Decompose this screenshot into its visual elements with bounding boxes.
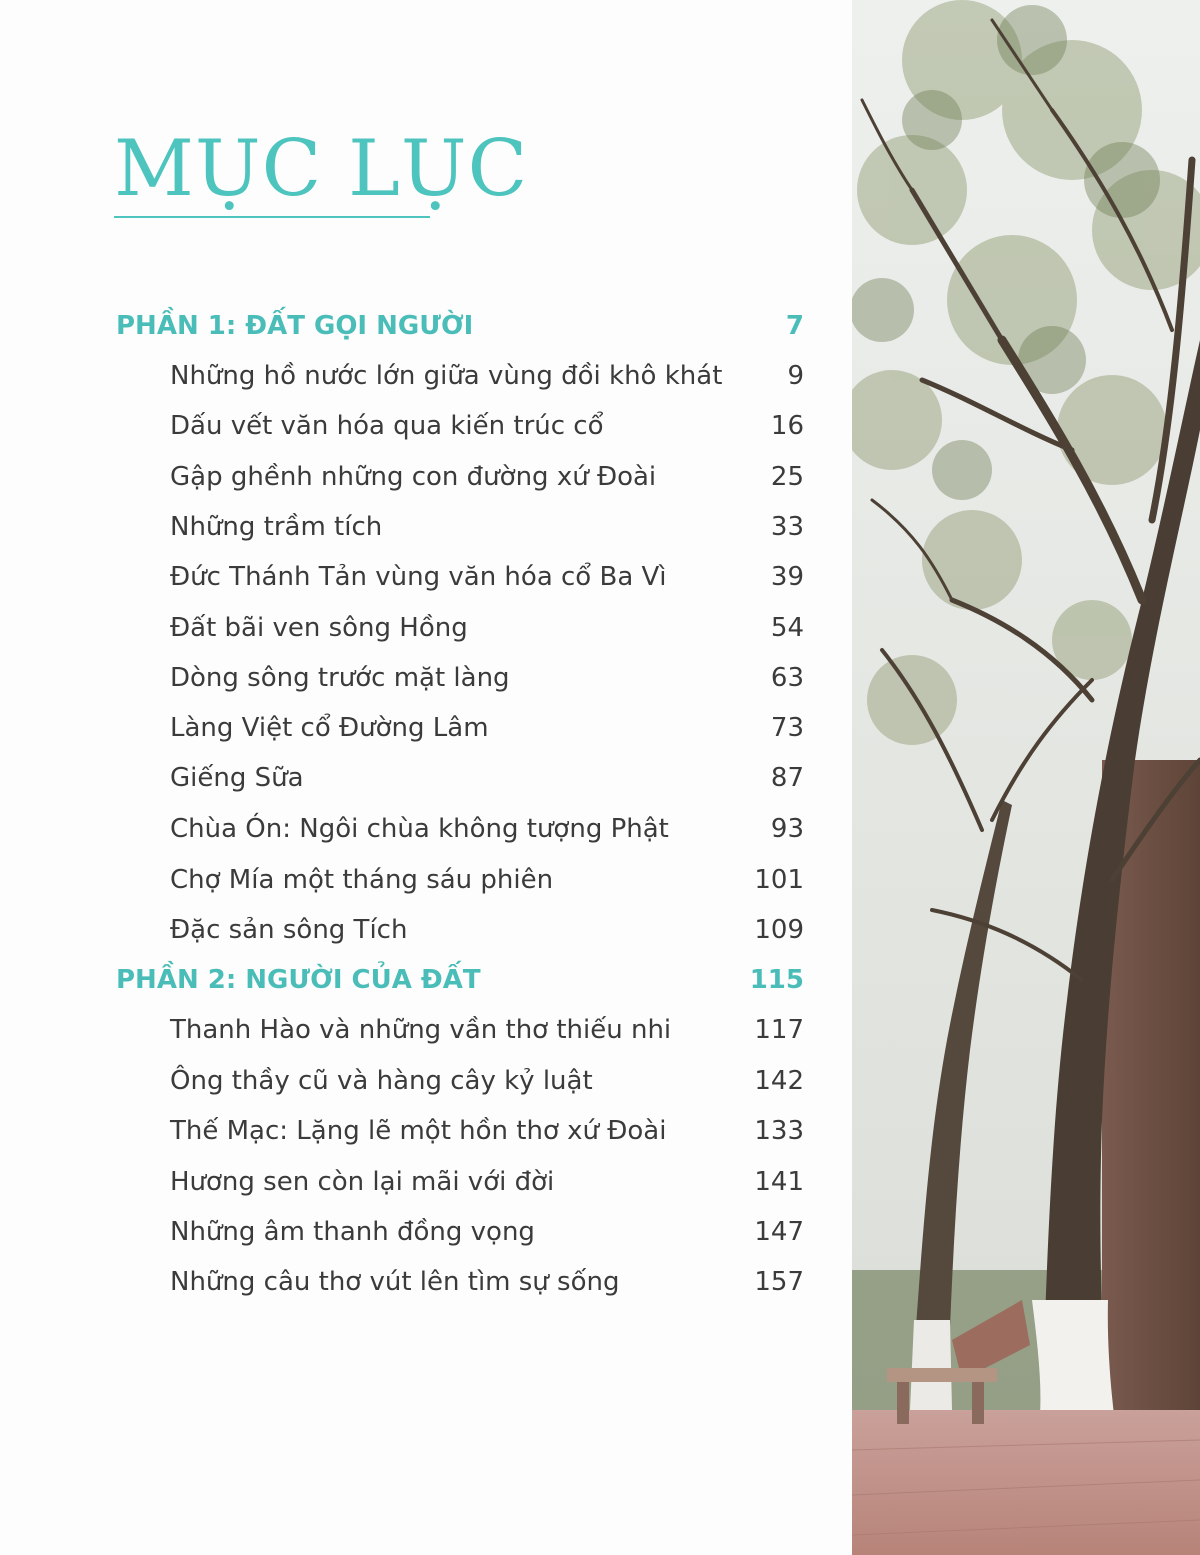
toc-entry[interactable]: [170, 406, 804, 446]
toc-entry[interactable]: [170, 1061, 804, 1101]
toc-entry-page: 117: [754, 1015, 804, 1045]
toc-entry-page: 133: [754, 1116, 804, 1146]
toc-entry-title: Những câu thơ vút lên tìm sự sống: [170, 1267, 620, 1297]
toc-entry-title: Đất bãi ven sông Hồng: [170, 613, 468, 643]
toc-entry[interactable]: [170, 860, 804, 900]
toc-entry-page: 109: [754, 915, 804, 945]
whitewashed-trunk-base-2: [910, 1320, 952, 1410]
toc-entry[interactable]: [170, 557, 804, 597]
toc-entry-page: 141: [754, 1167, 804, 1197]
toc-entry[interactable]: [170, 910, 804, 950]
toc-part-title: PHẦN 2: NGƯỜI CỦA ĐẤT: [116, 965, 481, 995]
title-underline: [114, 216, 430, 218]
toc-entry-title: Những âm thanh đồng vọng: [170, 1217, 535, 1247]
toc-entry-page: 54: [770, 613, 804, 643]
toc-entry-title: Dòng sông trước mặt làng: [170, 663, 510, 693]
toc-entry-title: Làng Việt cổ Đường Lâm: [170, 713, 489, 743]
toc-entry[interactable]: [170, 708, 804, 748]
toc-entry-page: 147: [754, 1217, 804, 1247]
toc-entry[interactable]: [170, 457, 804, 497]
toc-entry-page: 33: [770, 512, 804, 542]
toc-entry-page: 39: [770, 562, 804, 592]
toc-entry-page: 87: [770, 763, 804, 793]
toc-entry-page: 9: [787, 361, 804, 391]
toc-entry[interactable]: [170, 1111, 804, 1151]
toc-entry[interactable]: [170, 758, 804, 798]
toc-entry[interactable]: [170, 658, 804, 698]
toc-entry-page: 157: [754, 1267, 804, 1297]
toc-entry-page: 16: [770, 411, 804, 441]
toc-entry[interactable]: [170, 1262, 804, 1302]
toc-entry-page: 63: [770, 663, 804, 693]
toc-entry-title: Chợ Mía một tháng sáu phiên: [170, 865, 554, 895]
toc-entry-page: 93: [770, 814, 804, 844]
toc-entry[interactable]: [170, 608, 804, 648]
toc-entry[interactable]: [170, 809, 804, 849]
toc-entry-page: 25: [770, 462, 804, 492]
toc-entry-page: 101: [754, 865, 804, 895]
toc-part-1[interactable]: [116, 306, 804, 346]
toc-entry-title: Những trầm tích: [170, 512, 383, 542]
toc-entry[interactable]: [170, 1162, 804, 1202]
toc-part-page: 7: [785, 311, 804, 341]
tree-photo: [852, 0, 1200, 1555]
whitewashed-trunk-base: [1032, 1300, 1114, 1415]
toc-entry-page: 73: [770, 713, 804, 743]
toc-entry-title: Thế Mạc: Lặng lẽ một hồn thơ xứ Đoài: [170, 1116, 667, 1146]
toc-entry-title: Giếng Sữa: [170, 763, 304, 793]
page-title: MỤC LỤC: [114, 124, 529, 214]
toc-part-title: PHẦN 1: ĐẤT GỌI NGƯỜI: [116, 311, 474, 341]
toc-part-page: 115: [749, 965, 804, 995]
toc-entry[interactable]: [170, 356, 804, 396]
toc-part-2[interactable]: [116, 960, 804, 1000]
toc-entry[interactable]: [170, 1010, 804, 1050]
toc-entry-page: 142: [754, 1066, 804, 1096]
toc-entry[interactable]: [170, 1212, 804, 1252]
toc-entry-title: Dấu vết văn hóa qua kiến trúc cổ: [170, 411, 604, 441]
toc-entry-title: Gập ghềnh những con đường xứ Đoài: [170, 462, 657, 492]
toc-entry-title: Ông thầy cũ và hàng cây kỷ luật: [170, 1066, 593, 1096]
toc-entry-title: Hương sen còn lại mãi với đời: [170, 1167, 555, 1197]
toc-entry-title: Chùa Ón: Ngôi chùa không tượng Phật: [170, 814, 669, 844]
toc-entry-title: Những hồ nước lớn giữa vùng đồi khô khát: [170, 361, 723, 391]
toc-entry-title: Đặc sản sông Tích: [170, 915, 408, 945]
toc-entry[interactable]: [170, 507, 804, 547]
toc-entry-title: Thanh Hào và những vần thơ thiếu nhi: [170, 1015, 672, 1045]
toc-entry-title: Đức Thánh Tản vùng văn hóa cổ Ba Vì: [170, 562, 667, 592]
